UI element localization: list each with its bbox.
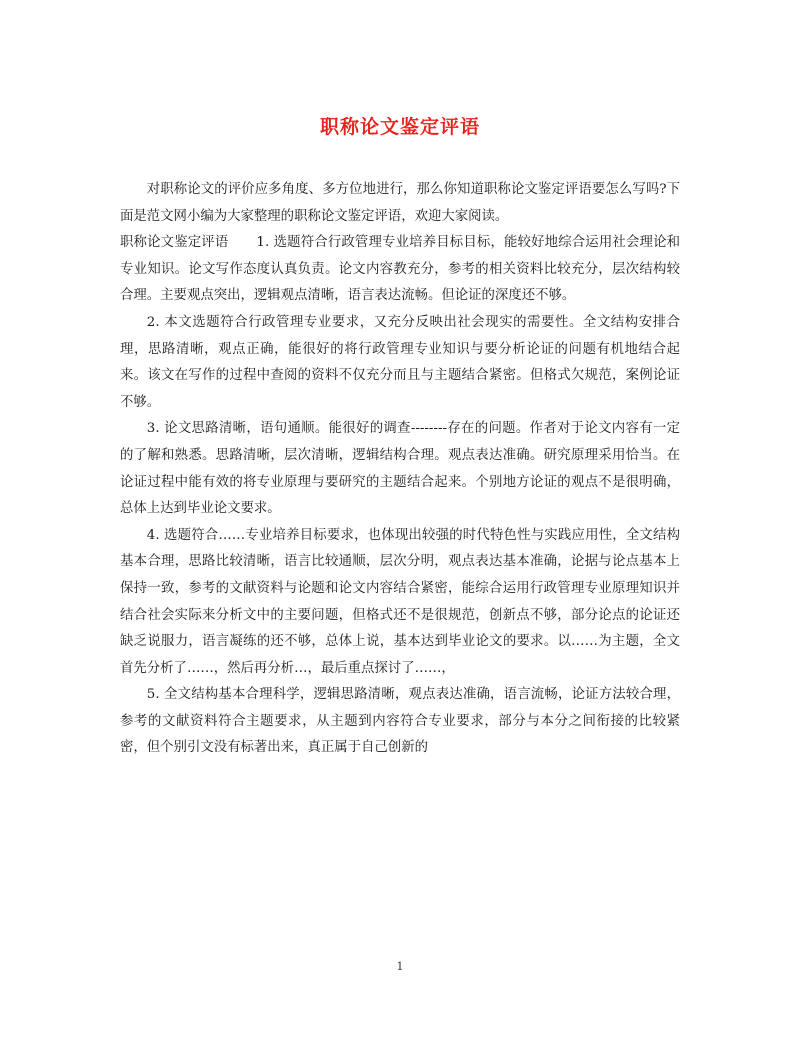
intro-paragraph: 对职称论文的评价应多角度、多方位地进行，那么你知道职称论文鉴定评语要怎么写吗?下面是范文网小编为大家整理的职称论文鉴定评语，欢迎大家阅读。	[120, 182, 680, 224]
review-item-1: 1. 选题符合行政管理专业培养目标目标，能较好地综合运用社会理论和专业知识。论文写作态度认真负责。论文内容教充分，参考的相关资料比较充分，层次结构较合理。主要观点突出，逻辑观点清晰，语言表达流畅。但论证的深度还不够。	[120, 235, 681, 304]
document-body	[120, 177, 680, 762]
first-review-paragraph	[120, 230, 680, 310]
review-item-4: 4. 选题符合……专业培养目标要求，也体现出较强的时代特色性与实践应用性，全文结构基本合理，思路比较清晰，语言比较通顺，层次分明，观点表达基本准确，论据与论点基本上保持一致，参考的文献资料与论题和论文内容结合紧密，能综合运用行政管理专业原理知识并结合社会实际来分析文中的主要问题，但格式还不是很规范，创新点不够，部分论点的论证还缺乏说服力，语言凝练的还不够，总体上说，基本达到毕业论文的要求。以……为主题，全文首先分析了……，然后再分析…，最后重点探讨了……，	[120, 527, 680, 676]
review-item-3: 3. 论文思路清晰，语句通顺。能很好的调查--------存在的问题。作者对于论文内容有一定的了解和熟悉。思路清晰，层次清晰，逻辑结构合理。观点表达准确。研究原理采用恰当。在论证过程中能有效的将专业原理与要研究的主题结合起来。个别地方论证的观点不是很明确，总体上达到毕业论文要求。	[120, 421, 680, 517]
review-item-5: 5. 全文结构基本合理科学，逻辑思路清晰，观点表达准确，语言流畅，论证方法较合理，参考的文献资料符合主题要求，从主题到内容符合专业要求，部分与本分之间衔接的比较紧密，但个别引文没有标著出来，真正属于自己创新的	[120, 687, 680, 756]
page-title: 职称论文鉴定评语	[319, 116, 480, 138]
page-number: 1	[396, 960, 404, 973]
section-label: 职称论文鉴定评语	[120, 235, 229, 251]
review-item-2: 2. 本文选题符合行政管理专业要求，又充分反映出社会现实的需要性。全文结构安排合理，思路清晰，观点正确，能很好的将行政管理专业知识与要分析论证的问题有机地结合起来。该文在写作的过程中查阅的资料不仅充分而且与主题结合紧密。但格式欠规范，案例论证不够。	[120, 314, 680, 410]
